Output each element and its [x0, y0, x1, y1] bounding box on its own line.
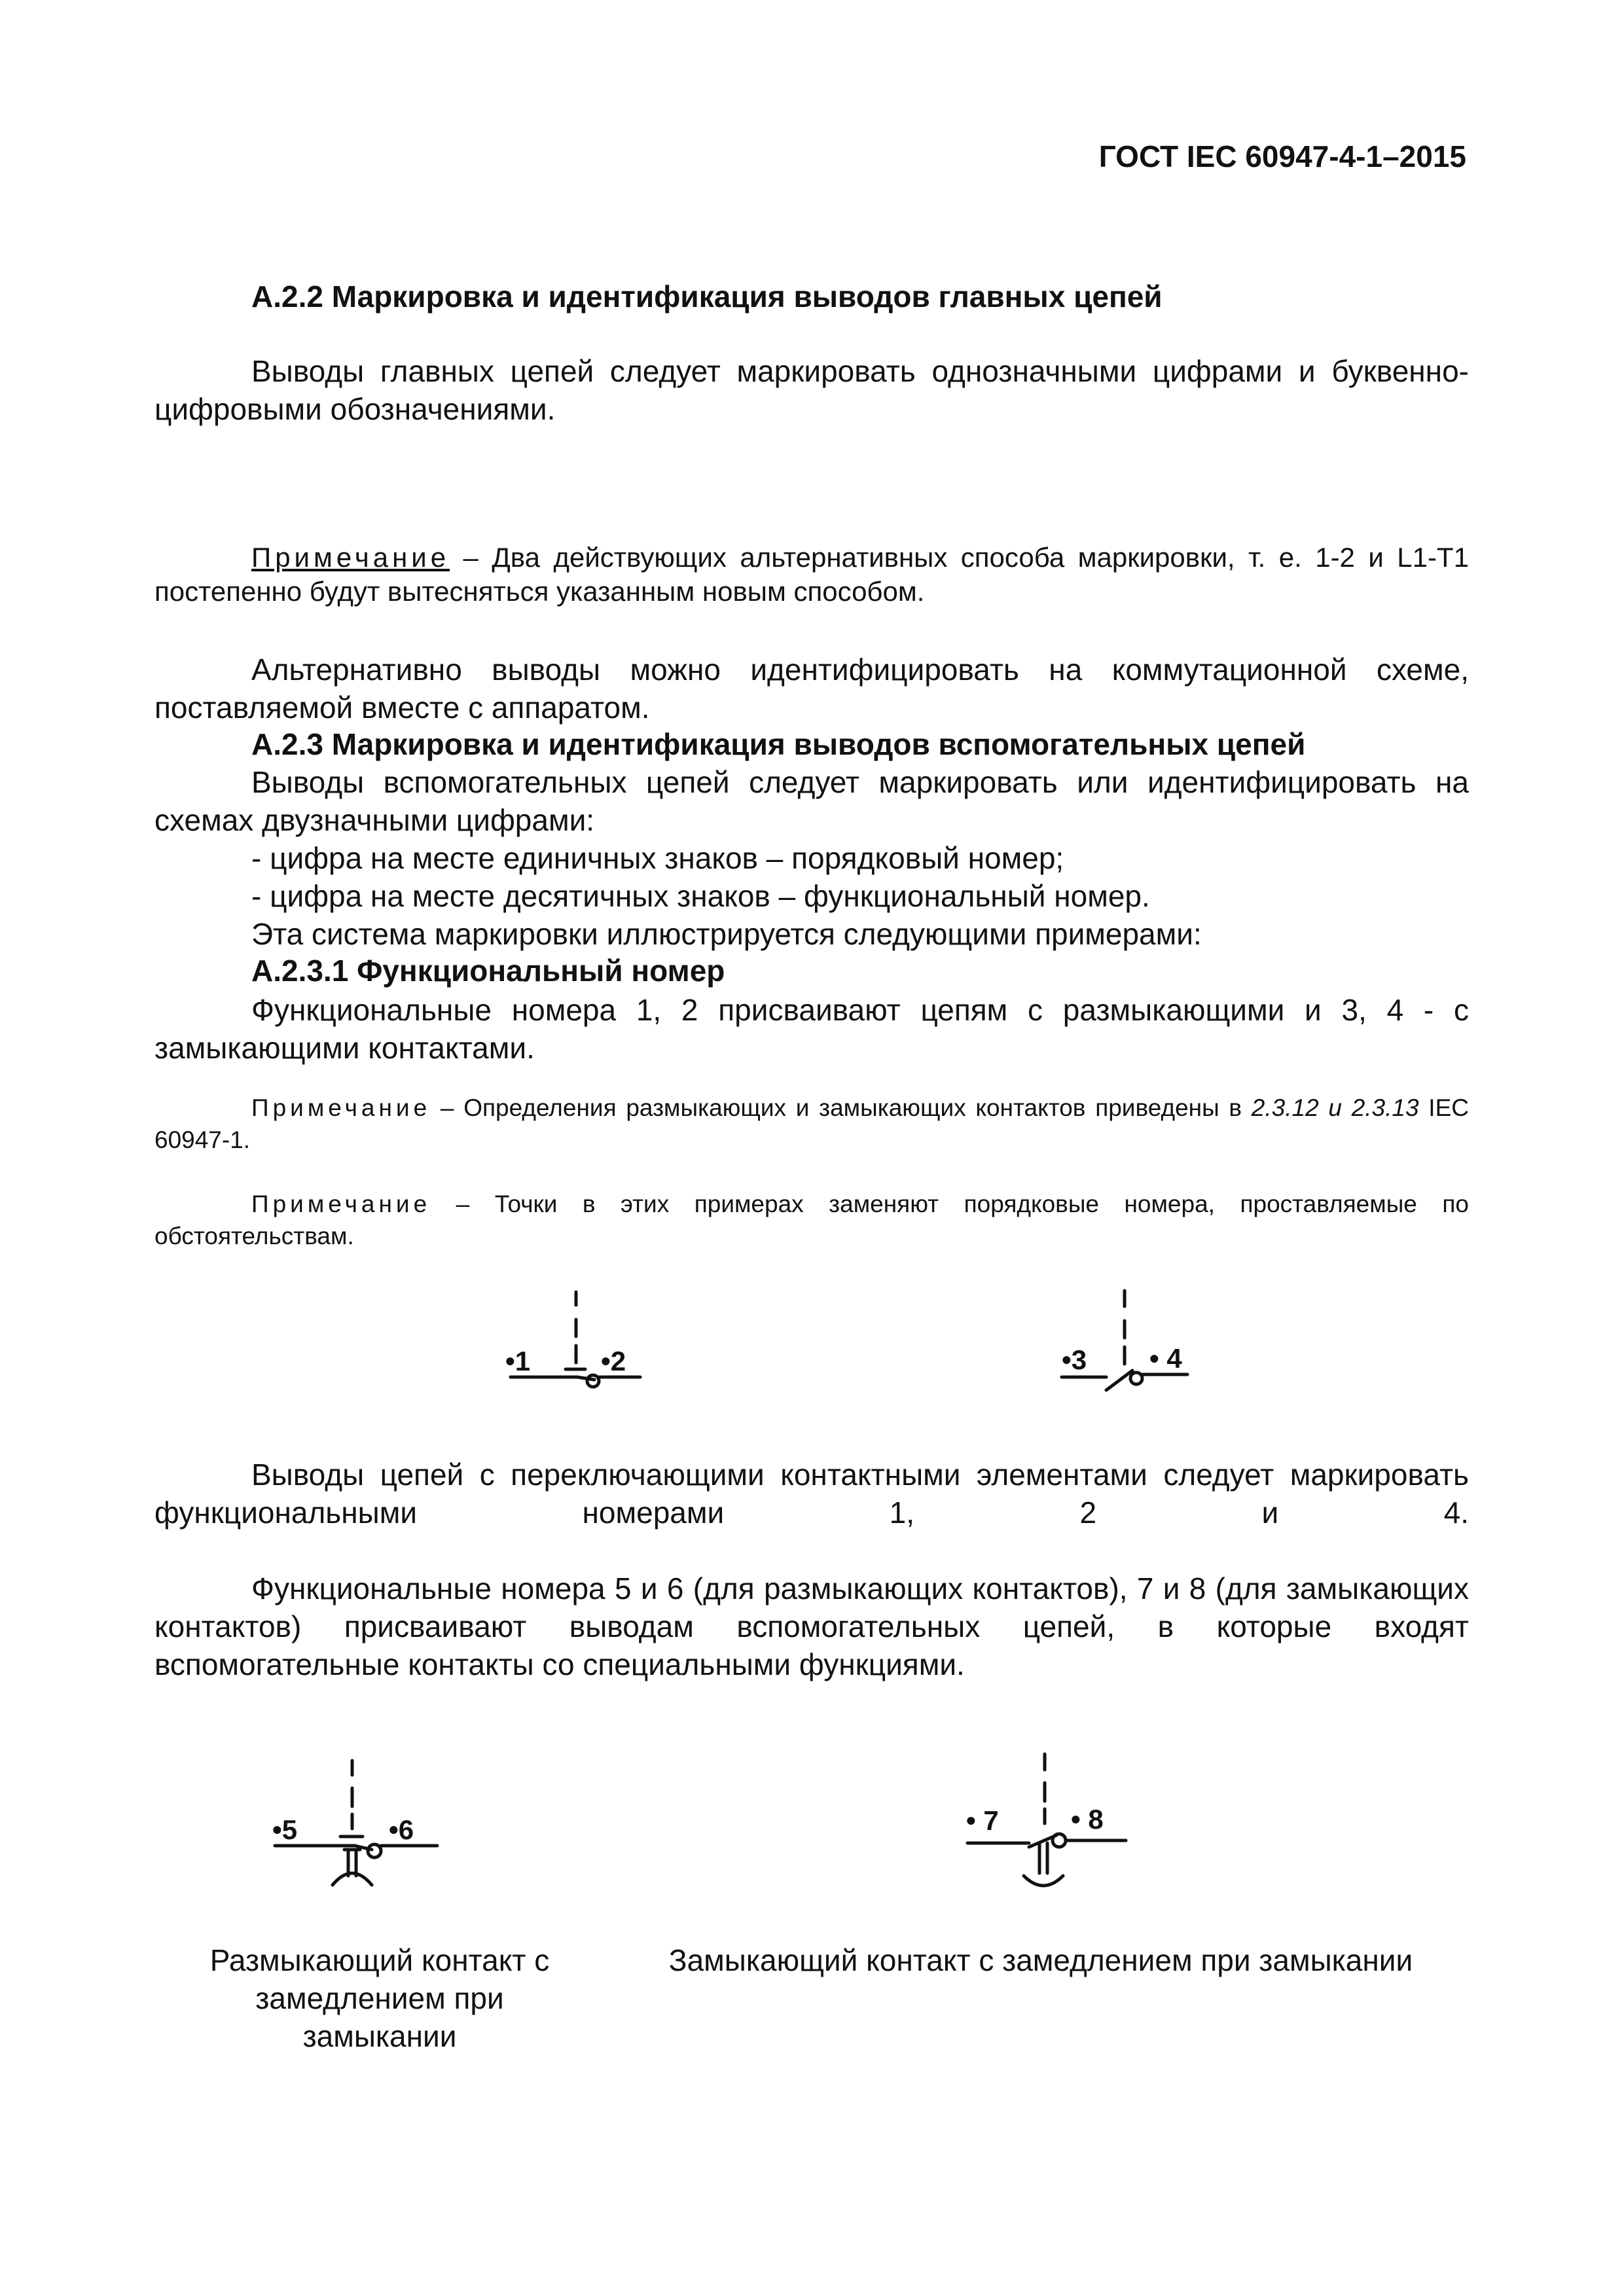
note-text: – Два действующих альтернативных способа маркировки, т. е. 1-2 и L1-T1 постепенно будут вытесняться указанным новым способом.: [154, 542, 1469, 607]
delayed-make-contact-7-8-diagram: [961, 1745, 1144, 1895]
note1-text-end: IEC 60947-1.: [154, 1094, 1469, 1153]
break-contact-1-2-diagram: [497, 1283, 655, 1394]
caption-delayed-make-contact: Замыкающий контакт с замедлением при замыкании: [668, 1943, 1413, 1977]
terminal-label-6: •6: [389, 1814, 414, 1845]
list-item-tens-digit: - цифра на месте десятичных знаков – функциональный номер.: [251, 879, 1150, 913]
make-contact-3-4-diagram: [1051, 1283, 1208, 1394]
note1-label: Примечание: [251, 1094, 431, 1121]
note1-reference: 2.3.12 и 2.3.13: [1251, 1094, 1419, 1121]
terminal-label-2: •2: [601, 1346, 626, 1376]
list-item-units-digit: - цифра на месте единичных знаков – порядковый номер;: [251, 841, 1064, 875]
heading-a-2-3: А.2.3 Маркировка и идентификация выводов вспомогательных цепей: [251, 727, 1306, 761]
paragraph-main-circuits: Выводы главных цепей следует маркировать однозначными цифрами и буквенно-цифровыми обозначениями.: [154, 354, 1469, 426]
paragraph-functional-numbers: Функциональные номера 1, 2 присваивают цепям с размыкающими и 3, 4 - с замыкающими контактами.: [154, 993, 1469, 1065]
delayed-break-contact-5-6-diagram: [267, 1751, 450, 1895]
note2-text: – Точки в этих примерах заменяют порядковые номера, проставляемые по обстоятельствам.: [154, 1191, 1469, 1249]
note-contact-definitions: [154, 1092, 1469, 1156]
note1-text: – Определения размыкающих и замыкающих контактов приведены в: [431, 1094, 1252, 1121]
note-alternative-methods: [154, 541, 1469, 609]
paragraph-special-functions: Функциональные номера 5 и 6 (для размыкающих контактов), 7 и 8 (для замыкающих контактов) присваивают выводам вспомогательных цепей, в которые входят вспомогательные контакты со специальными функциями.: [154, 1571, 1469, 1681]
document-code: ГОСТ IEC 60947-4-1–2015: [1098, 139, 1466, 173]
paragraph-aux-circuits: Выводы вспомогательных цепей следует маркировать или идентифицировать на схемах двузначными цифрами:: [154, 765, 1469, 837]
paragraph-alternative-identification: Альтернативно выводы можно идентифицировать на коммутационной схеме, поставляемой вместе с аппаратом.: [154, 653, 1469, 725]
terminal-label-1: •1: [505, 1346, 531, 1376]
heading-a-2-2: А.2.2 Маркировка и идентификация выводов главных цепей: [251, 279, 1163, 314]
terminal-label-4: • 4: [1149, 1343, 1182, 1374]
terminal-label-3: •3: [1062, 1344, 1087, 1375]
note-dots-meaning: [154, 1188, 1469, 1252]
note-label: Примечание: [251, 542, 450, 573]
terminal-label-7: • 7: [966, 1805, 999, 1836]
caption-delayed-break-contact: Размыкающий контакт с замедлением при замыкании: [209, 1943, 550, 2053]
paragraph-changeover-contacts: Выводы цепей с переключающими контактными элементами следует маркировать функциональными номерами 1, 2 и 4.: [154, 1458, 1469, 1530]
heading-a-2-3-1: А.2.3.1 Функциональный номер: [251, 954, 725, 988]
note2-label: Примечание: [251, 1191, 431, 1217]
terminal-label-8: • 8: [1071, 1804, 1104, 1835]
terminal-label-5: •5: [272, 1814, 298, 1845]
paragraph-examples-intro: Эта система маркировки иллюстрируется следующими примерами:: [251, 917, 1202, 951]
